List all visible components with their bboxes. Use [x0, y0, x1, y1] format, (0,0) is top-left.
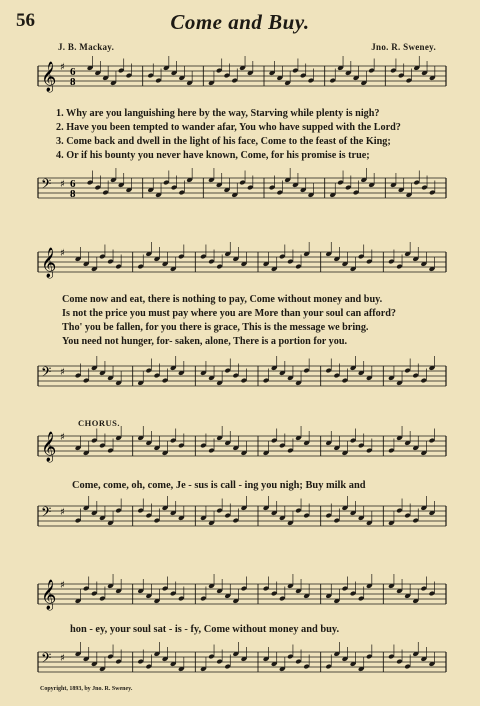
chorus-label: CHORUS. — [78, 418, 120, 428]
staff-lines — [38, 366, 446, 386]
key-sharp-icon: ♯ — [60, 248, 65, 259]
key-sharp-icon: ♯ — [60, 179, 65, 190]
refrain-line-3: Tho' you be fallen, for you there is grace, This is the message we bring. — [62, 322, 369, 333]
verse-line-2: 2. Have you been tempted to wander afar, You who have supped with the Lord? — [56, 122, 401, 133]
time-signature-numerator: 6 — [70, 178, 76, 190]
verse-line-1: 1. Why are you languishing here by the way, Starving while plenty is nigh? — [56, 108, 380, 119]
chorus-lyric-1: Come, come, oh, come, Je - sus is call - ing you nigh; Buy milk and — [72, 480, 366, 491]
copyright-notice: Copyright, 1893, by Jno. R. Sweney. — [40, 686, 133, 692]
page-number: 56 — [16, 10, 35, 31]
refrain-line-2: Is not the price you must pay where you are More than your soul can afford? — [62, 308, 397, 319]
composer-credit: Jno. R. Sweney. — [371, 42, 436, 52]
key-sharp-icon: ♯ — [60, 432, 65, 443]
hymn-title: Come and Buy. — [170, 10, 310, 34]
staff-treble-4 — [0, 578, 480, 618]
key-sharp-icon: ♯ — [60, 62, 65, 73]
key-sharp-icon: ♯ — [60, 507, 65, 518]
staff-treble-1 — [0, 60, 480, 100]
bass-clef-icon: 𝄢 — [41, 176, 52, 195]
staff-lines — [38, 252, 446, 272]
key-sharp-icon: ♯ — [60, 367, 65, 378]
staff-treble-3 — [0, 430, 480, 470]
verse-line-4: 4. Or if his bounty you never have known, Come, for his promise is true; — [56, 150, 370, 161]
bass-clef-icon: 𝄢 — [41, 650, 52, 669]
staff-bass-4 — [0, 646, 480, 686]
treble-clef-icon: 𝄞 — [41, 580, 57, 610]
key-sharp-icon: ♯ — [60, 653, 65, 664]
time-signature-denominator: 8 — [70, 76, 76, 88]
treble-clef-icon: 𝄞 — [41, 432, 57, 462]
chorus-lyric-2: hon - ey, your soul sat - is - fy, Come without money and buy. — [70, 624, 340, 635]
staff-lines — [38, 584, 446, 604]
time-signature-numerator: 6 — [70, 66, 76, 78]
staff-treble-2 — [0, 246, 480, 286]
staff-bass-1 — [0, 172, 480, 212]
staff-bass-3 — [0, 500, 480, 540]
verse-line-3: 3. Come back and dwell in the light of his face, Come to the feast of the King; — [56, 136, 391, 147]
treble-clef-icon: 𝄞 — [41, 62, 57, 92]
refrain-line-4: You need not hunger, for- saken, alone, There is a portion for you. — [62, 336, 348, 347]
refrain-line-1: Come now and eat, there is nothing to pay, Come without money and buy. — [62, 294, 383, 305]
bass-clef-icon: 𝄢 — [41, 504, 52, 523]
lyricist-credit: J. B. Mackay. — [58, 42, 115, 52]
staff-lines — [38, 652, 446, 672]
treble-clef-icon: 𝄞 — [41, 248, 57, 278]
key-sharp-icon: ♯ — [60, 580, 65, 591]
time-signature-denominator: 8 — [70, 188, 76, 200]
bass-clef-icon: 𝄢 — [41, 364, 52, 383]
staff-bass-2 — [0, 360, 480, 400]
